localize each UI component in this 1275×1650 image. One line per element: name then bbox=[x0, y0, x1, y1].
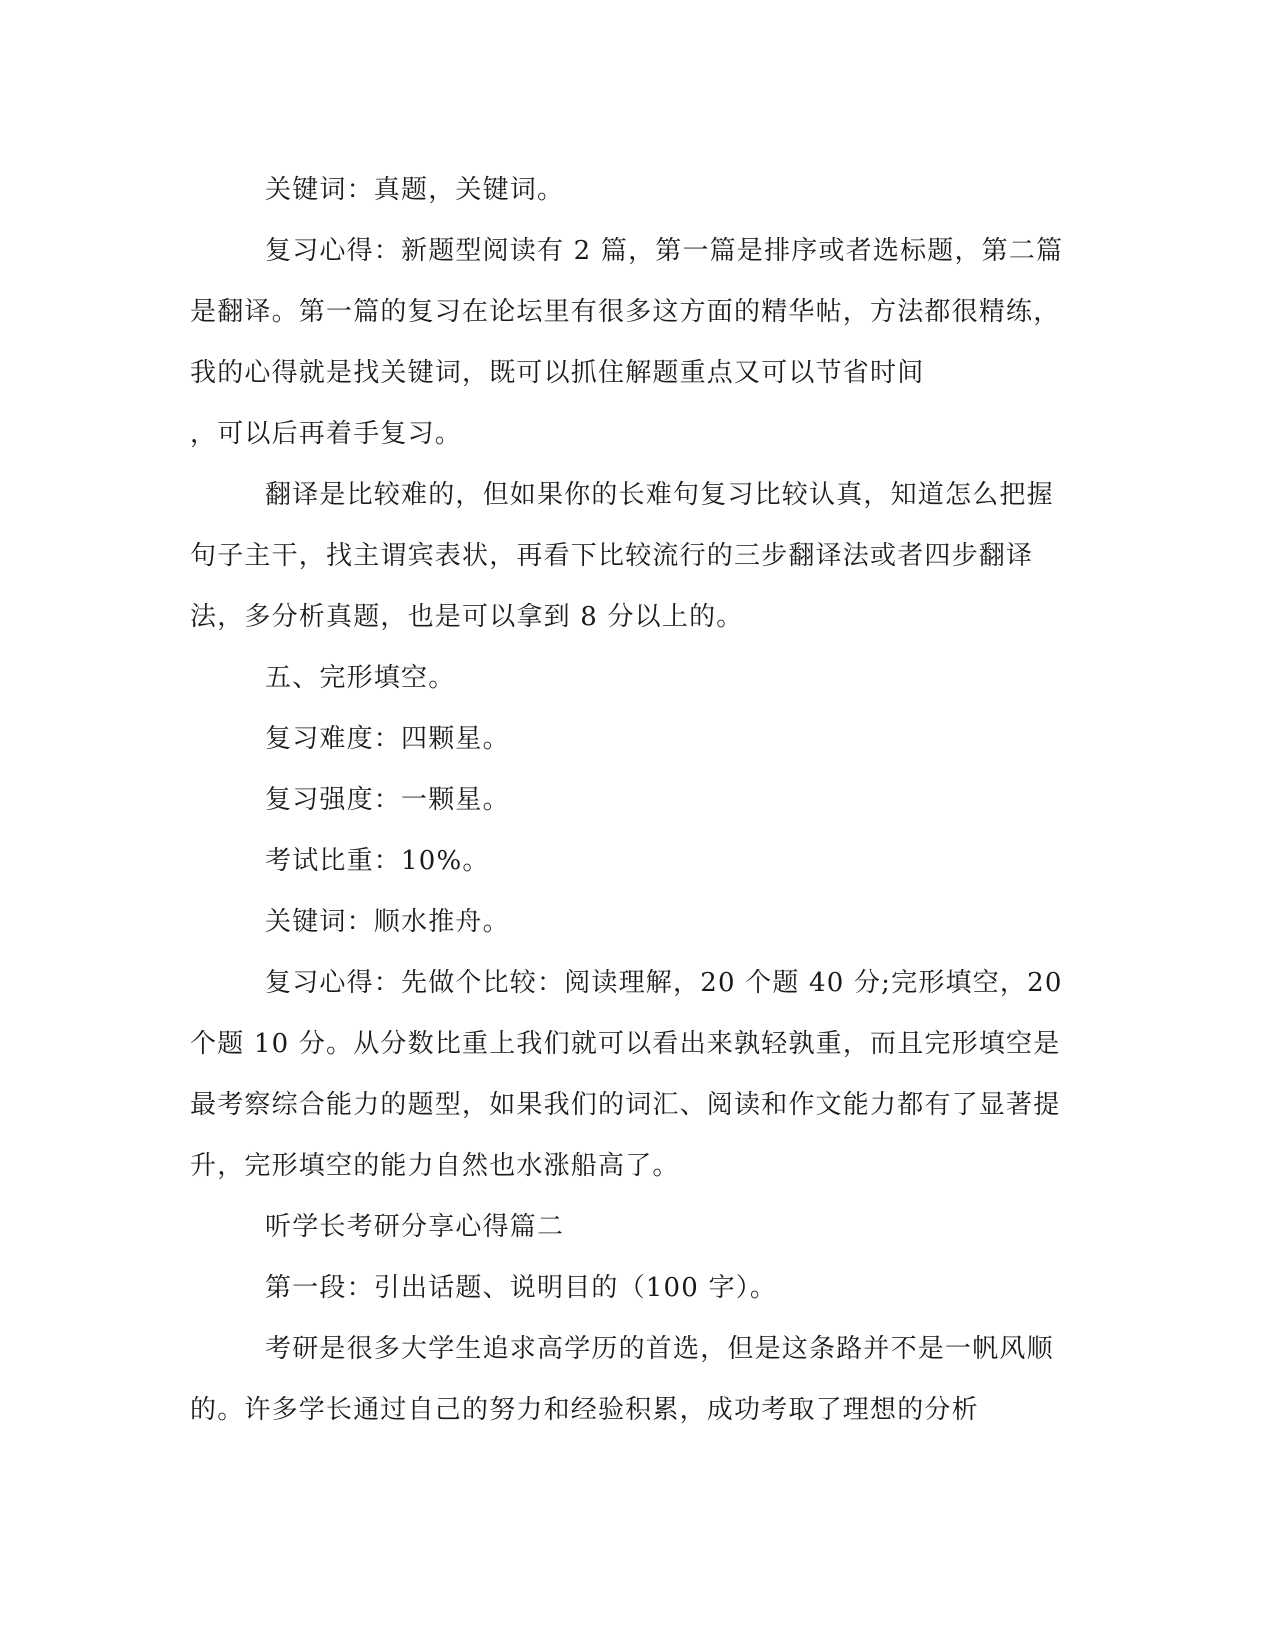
paragraph-keywords-2: 关键词：顺水推舟。 bbox=[265, 907, 510, 937]
paragraph-keywords-1: 关键词：真题，关键词。 bbox=[265, 175, 565, 205]
paragraph-difficulty: 复习难度：四颗星。 bbox=[265, 724, 510, 754]
paragraph-review-notes-reading: 复习心得：新题型阅读有 2 篇，第一篇是排序或者选标题，第二篇是翻译。第一篇的复习在论坛里有很多这方面的精华帖，方法都很精练，我的心得就是找关键词，既可以抓住解题重点又可以节省时间 bbox=[190, 236, 1064, 388]
paragraph-translation: 翻译是比较难的，但如果你的长难句复习比较认真，知道怎么把握句子主干，找主谓宾表状，再看下比较流行的三步翻译法或者四步翻译法，多分析真题，也是可以拿到 8 分以上的。 bbox=[190, 480, 1054, 632]
paragraph-intensity: 复习强度：一颗星。 bbox=[265, 785, 510, 815]
paragraph-review-notes-cloze: 复习心得：先做个比较：阅读理解，20 个题 40 分;完形填空，20 个题 10 分。从分数比重上我们就可以看出来孰轻孰重，而且完形填空是最考察综合能力的题型，如果我们的词汇、阅读和作文能力都有了显著提升，完形填空的能力自然也水涨船高了。 bbox=[190, 968, 1063, 1181]
paragraph-first-section: 第一段：引出话题、说明目的（100 字）。 bbox=[265, 1273, 778, 1303]
paragraph-continuation: ，可以后再着手复习。 bbox=[190, 419, 463, 449]
paragraph-intro: 考研是很多大学生追求高学历的首选，但是这条路并不是一帆风顺的。许多学长通过自己的努力和经验积累，成功考取了理想的分析 bbox=[190, 1334, 1054, 1425]
section-heading-part-two: 听学长考研分享心得篇二 bbox=[265, 1212, 565, 1242]
paragraph-weight: 考试比重：10%。 bbox=[265, 846, 490, 876]
section-heading-cloze: 五、完形填空。 bbox=[265, 663, 456, 693]
document-body bbox=[190, 160, 1070, 1441]
